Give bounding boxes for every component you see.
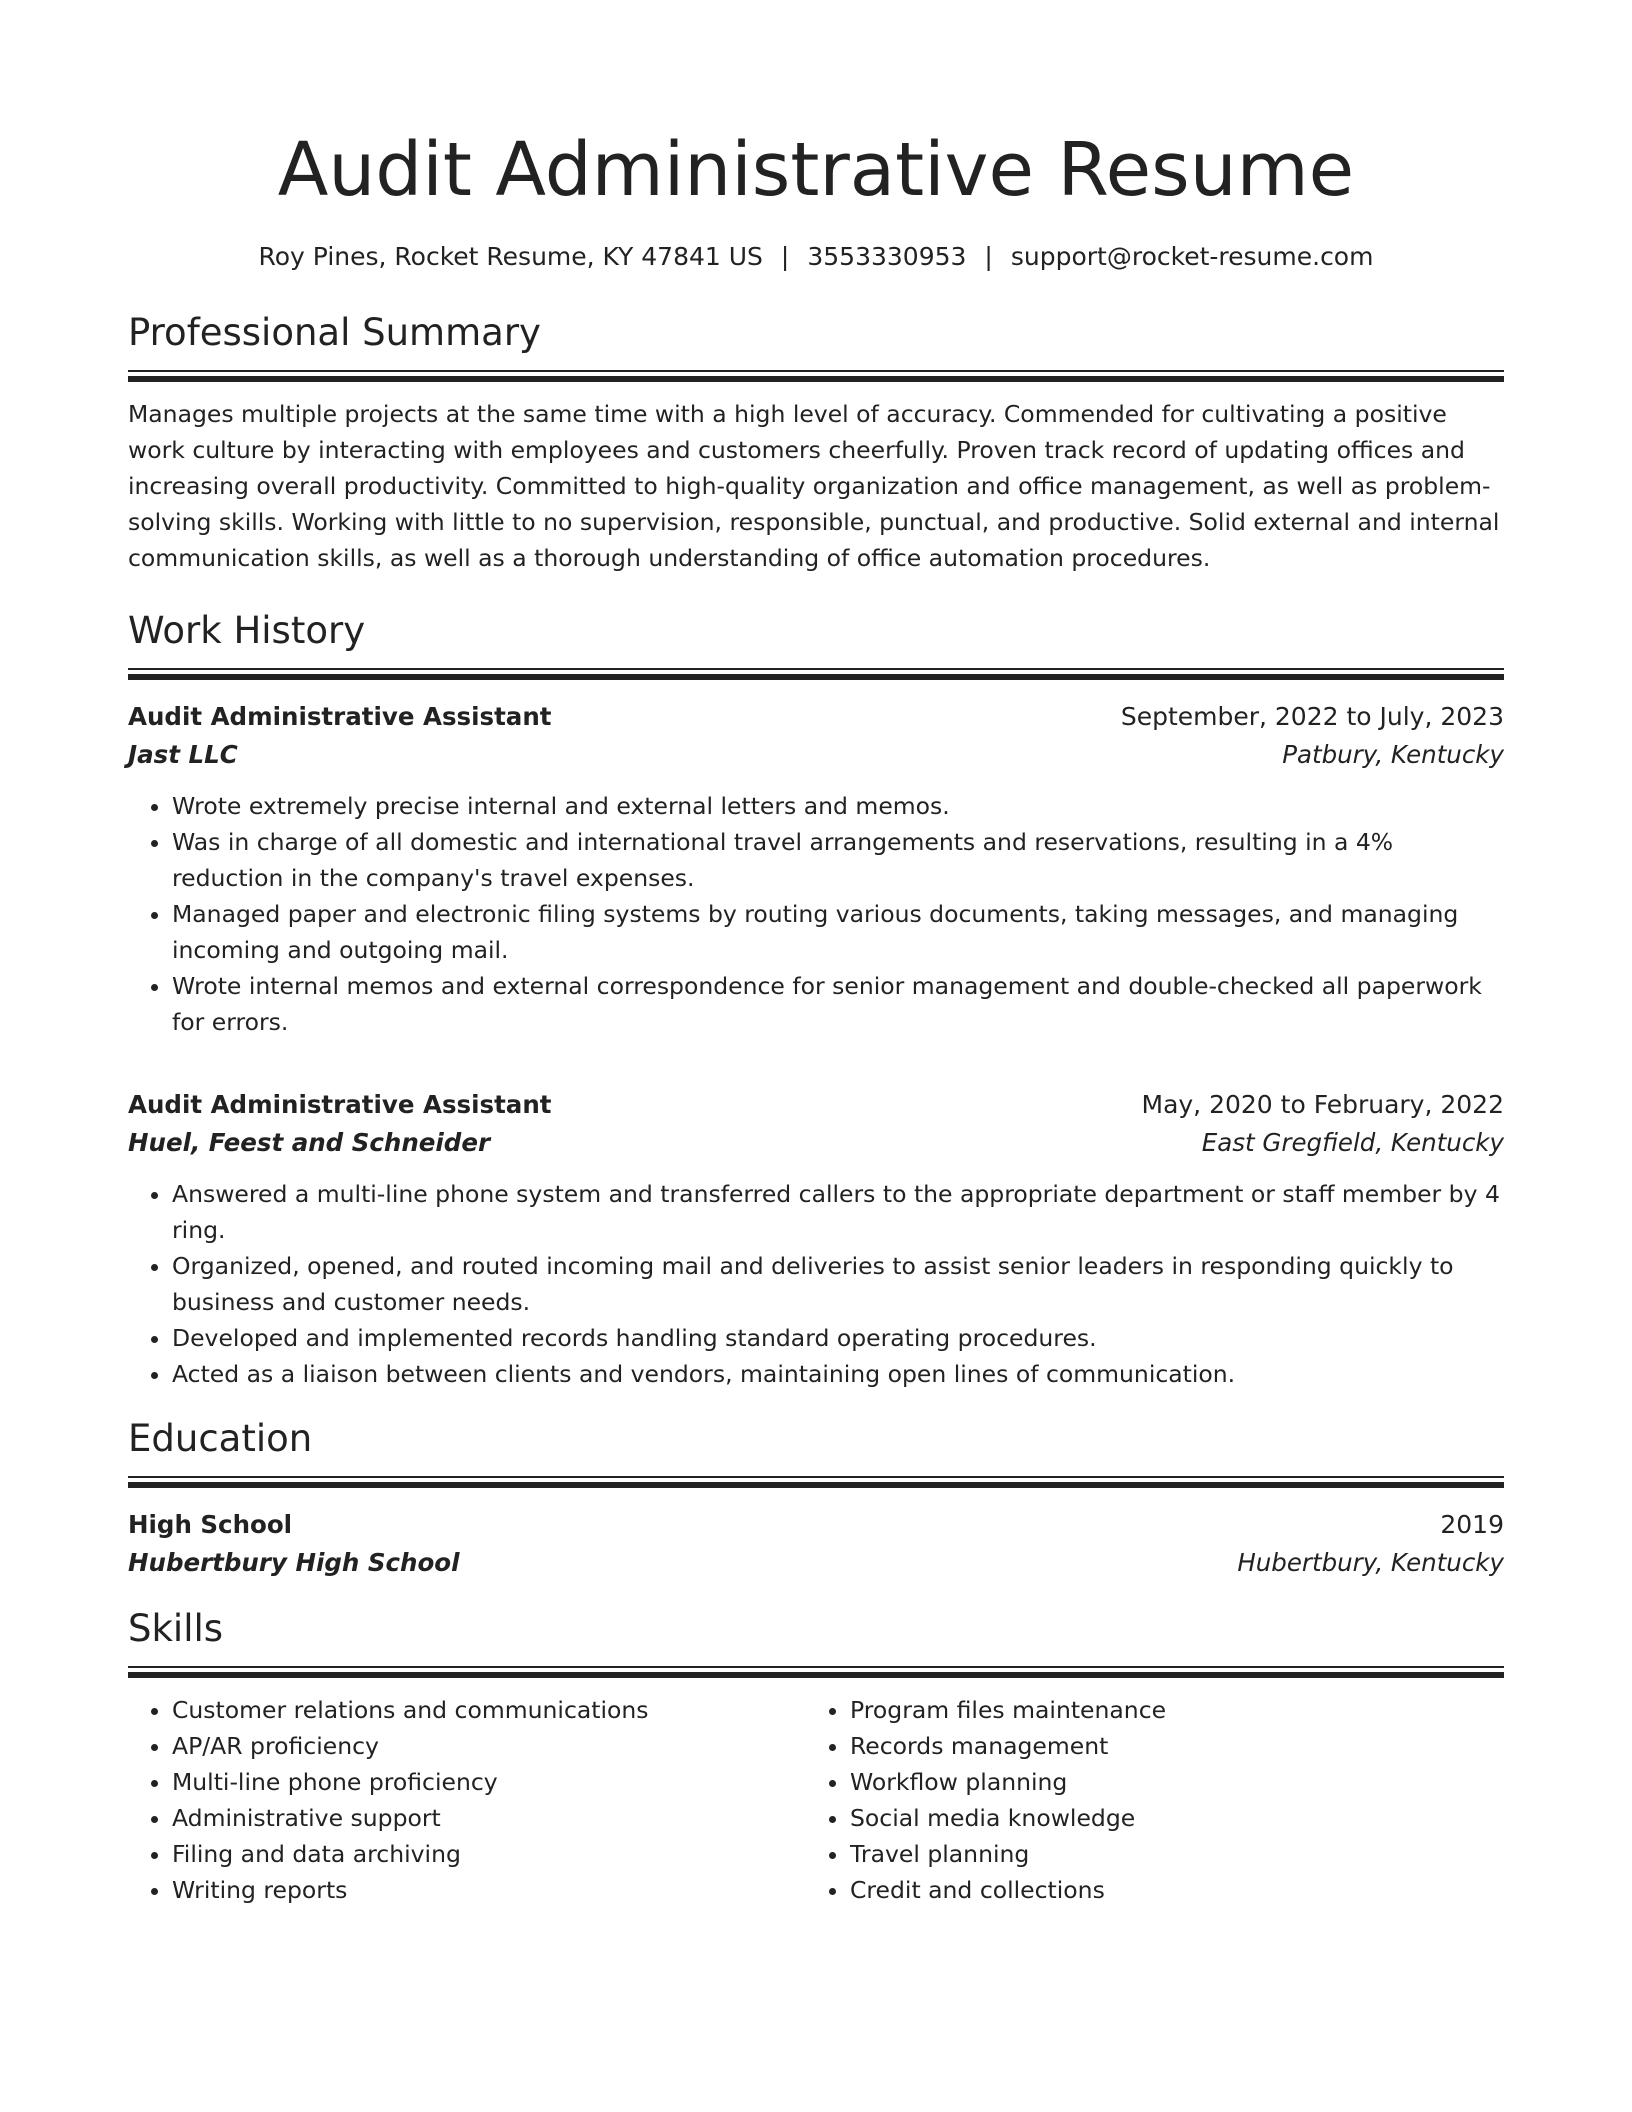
work-history-section bbox=[128, 606, 1504, 1392]
skill-item: • Customer relations and communications bbox=[172, 1692, 806, 1728]
list-item: • Wrote extremely precise internal and external letters and memos. bbox=[172, 788, 1504, 824]
job-location: Patbury, Kentucky bbox=[1282, 740, 1504, 769]
contact-email: support@rocket-resume.com bbox=[1010, 242, 1374, 271]
contact-separator: | bbox=[780, 242, 790, 271]
skill-item: • Credit and collections bbox=[850, 1872, 1484, 1908]
job-bullets bbox=[128, 788, 1504, 1040]
skill-item: • Workflow planning bbox=[850, 1764, 1484, 1800]
skill-item: • Travel planning bbox=[850, 1836, 1484, 1872]
skill-item: • AP/AR proficiency bbox=[172, 1728, 806, 1764]
job-dates: May, 2020 to February, 2022 bbox=[1141, 1090, 1504, 1119]
contact-line bbox=[128, 240, 1504, 274]
skills-column-left bbox=[128, 1692, 806, 1908]
education-location: Hubertbury, Kentucky bbox=[1237, 1548, 1504, 1577]
job-entry bbox=[128, 1086, 1504, 1392]
education-section bbox=[128, 1414, 1504, 1582]
skill-item: • Multi-line phone proficiency bbox=[172, 1764, 806, 1800]
work-history-heading: Work History bbox=[128, 609, 366, 652]
job-entry bbox=[128, 698, 1504, 1040]
education-heading: Education bbox=[128, 1417, 313, 1460]
education-header-row bbox=[128, 1506, 1504, 1544]
education-entry bbox=[128, 1506, 1504, 1582]
contact-separator: | bbox=[984, 242, 993, 271]
skills-heading: Skills bbox=[128, 1607, 224, 1650]
education-year: 2019 bbox=[1440, 1510, 1504, 1539]
job-title: Audit Administrative Assistant bbox=[128, 702, 552, 731]
education-school: Hubertbury High School bbox=[128, 1548, 460, 1577]
skill-item: • Writing reports bbox=[172, 1872, 806, 1908]
skill-item: • Records management bbox=[850, 1728, 1484, 1764]
job-title: Audit Administrative Assistant bbox=[128, 1090, 552, 1119]
section-divider bbox=[128, 668, 1504, 680]
job-company: Jast LLC bbox=[128, 740, 238, 769]
list-item: • Acted as a liaison between clients and vendors, maintaining open lines of communication. bbox=[172, 1356, 1504, 1392]
job-location: East Gregfield, Kentucky bbox=[1201, 1128, 1504, 1157]
skill-item: • Social media knowledge bbox=[850, 1800, 1484, 1836]
contact-phone: 3553330953 bbox=[807, 242, 967, 271]
summary-section bbox=[128, 308, 1504, 576]
resume-page bbox=[128, 0, 1504, 1908]
job-dates: September, 2022 to July, 2023 bbox=[1120, 702, 1504, 731]
education-school-row bbox=[128, 1544, 1504, 1582]
list-item: • Was in charge of all domestic and international travel arrangements and reservations, resulting in a 4% reduction in the company's travel expenses. bbox=[172, 824, 1504, 896]
skills-list bbox=[128, 1692, 806, 1908]
job-bullets bbox=[128, 1176, 1504, 1392]
job-header-row bbox=[128, 698, 1504, 736]
list-item: • Organized, opened, and routed incoming mail and deliveries to assist senior leaders in responding quickly to business and customer needs. bbox=[172, 1248, 1504, 1320]
skills-column-right bbox=[806, 1692, 1484, 1908]
contact-address: Roy Pines, Rocket Resume, KY 47841 US bbox=[258, 242, 763, 271]
list-item: • Answered a multi-line phone system and transferred callers to the appropriate department or staff member by 4 ring. bbox=[172, 1176, 1504, 1248]
list-item: • Managed paper and electronic filing systems by routing various documents, taking messages, and managing incoming and outgoing mail. bbox=[172, 896, 1504, 968]
job-company: Huel, Feest and Schneider bbox=[128, 1128, 491, 1157]
job-company-row bbox=[128, 1124, 1504, 1162]
list-item: • Wrote internal memos and external correspondence for senior management and double-checked all paperwork for errors. bbox=[172, 968, 1504, 1040]
skill-item: • Administrative support bbox=[172, 1800, 806, 1836]
skill-item: • Program files maintenance bbox=[850, 1692, 1484, 1728]
section-divider bbox=[128, 1476, 1504, 1488]
skill-item: • Filing and data archiving bbox=[172, 1836, 806, 1872]
resume-title: Audit Administrative Resume bbox=[277, 127, 1355, 213]
education-degree: High School bbox=[128, 1510, 293, 1539]
skills-grid bbox=[128, 1692, 1504, 1908]
skills-list bbox=[806, 1692, 1484, 1908]
job-header-row bbox=[128, 1086, 1504, 1124]
section-divider bbox=[128, 1666, 1504, 1678]
section-divider bbox=[128, 370, 1504, 382]
job-company-row bbox=[128, 736, 1504, 774]
summary-text: Manages multiple projects at the same time with a high level of accuracy. Commended for cultivating a positive work culture by interacting with employees and customers cheerfully. Proven track record of updating offices and increasing overall productivity. Committed to high-quality organization and office management, as well as problem-solving skills. Working with little to no supervision, responsible, punctual, and productive. Solid external and internal communication skills, as well as a thorough understanding of office automation procedures. bbox=[128, 400, 1500, 572]
skills-section bbox=[128, 1604, 1504, 1908]
list-item: • Developed and implemented records handling standard operating procedures. bbox=[172, 1320, 1504, 1356]
summary-heading: Professional Summary bbox=[128, 311, 541, 354]
